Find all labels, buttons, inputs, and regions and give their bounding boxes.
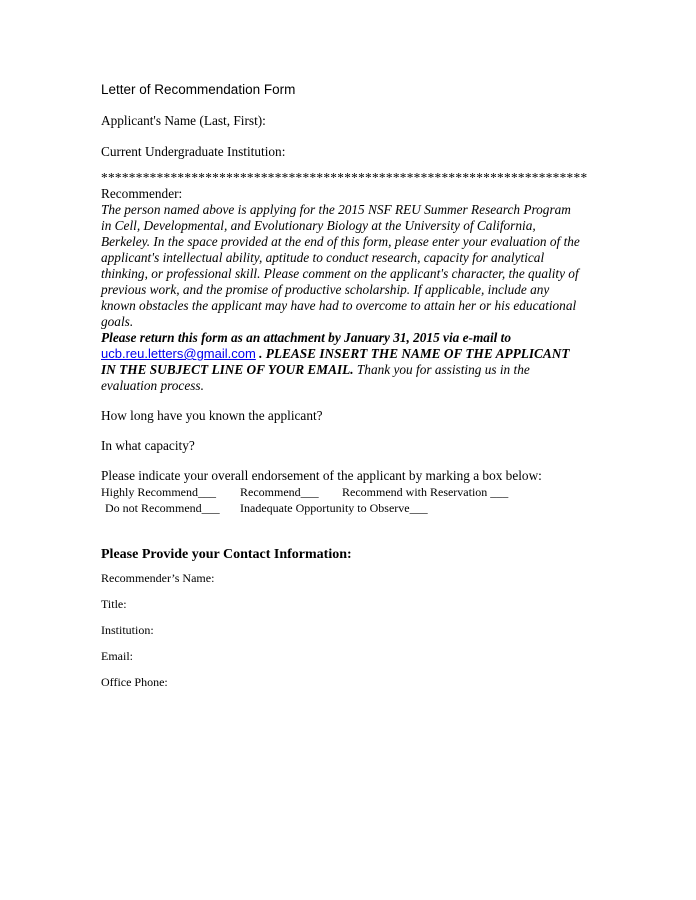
- question-how-long: How long have you known the applicant?: [101, 408, 323, 423]
- email-label: Email:: [101, 649, 133, 663]
- email-link[interactable]: ucb.reu.letters@gmail.com: [101, 346, 256, 361]
- option-highly-recommend: Highly Recommend___: [101, 485, 216, 499]
- recommender-heading: Recommender:: [101, 186, 183, 201]
- closing-thanks-text: Thank you for assisting us in the evaluation process.: [101, 362, 530, 393]
- question-capacity: In what capacity?: [101, 438, 195, 453]
- office-phone-label: Office Phone:: [101, 675, 168, 689]
- return-instruction-text: Please return this form as an attachment by January 31, 2015 via e-mail to: [101, 330, 512, 345]
- option-inadequate-opportunity: Inadequate Opportunity to Observe___: [240, 501, 428, 515]
- endorsement-row-2: [101, 500, 583, 516]
- undergraduate-institution-label: Current Undergraduate Institution:: [101, 144, 286, 159]
- option-do-not-recommend: Do not Recommend___: [105, 501, 220, 515]
- title-label: Title:: [101, 597, 127, 611]
- asterisk-divider: **********************************************************************: [101, 170, 588, 185]
- period-separator: .: [255, 346, 266, 361]
- option-recommend: Recommend___: [240, 485, 319, 499]
- document-content: [101, 82, 588, 690]
- document-title: Letter of Recommendation Form: [101, 82, 296, 97]
- return-instructions-paragraph: [101, 330, 583, 394]
- recommender-name-label: Recommender’s Name:: [101, 571, 215, 585]
- contact-information-heading: Please Provide your Contact Information:: [101, 547, 352, 562]
- subject-line-instruction: PLEASE INSERT THE NAME OF THE APPLICANT IN THE SUBJECT LINE OF YOUR EMAIL.: [101, 346, 570, 377]
- applicant-name-label: Applicant's Name (Last, First):: [101, 113, 266, 128]
- institution-contact-label: Institution:: [101, 623, 154, 637]
- option-recommend-with-reservation: Recommend with Reservation ___: [342, 485, 509, 499]
- endorsement-row-1: [101, 484, 583, 500]
- endorsement-prompt: Please indicate your overall endorsement of the applicant by marking a box below:: [101, 468, 542, 483]
- program-description-text: The person named above is applying for the 2015 NSF REU Summer Research Program in Cell, Developmental, and Evolutionary Biology at the University of California, Berkeley. In the space provided at the end of this form, please enter your evaluation of the applicant's intellectual ability, aptitude to conduct research, capacity for analytical thinking, or professional skill. Please comment on the applicant's character, the quality of previous work, and the promise of productive scholarship. If applicable, include any known obstacles the applicant may have had to overcome to attain her or his educational goals.: [101, 202, 580, 329]
- recommender-instructions-paragraph: [101, 202, 583, 330]
